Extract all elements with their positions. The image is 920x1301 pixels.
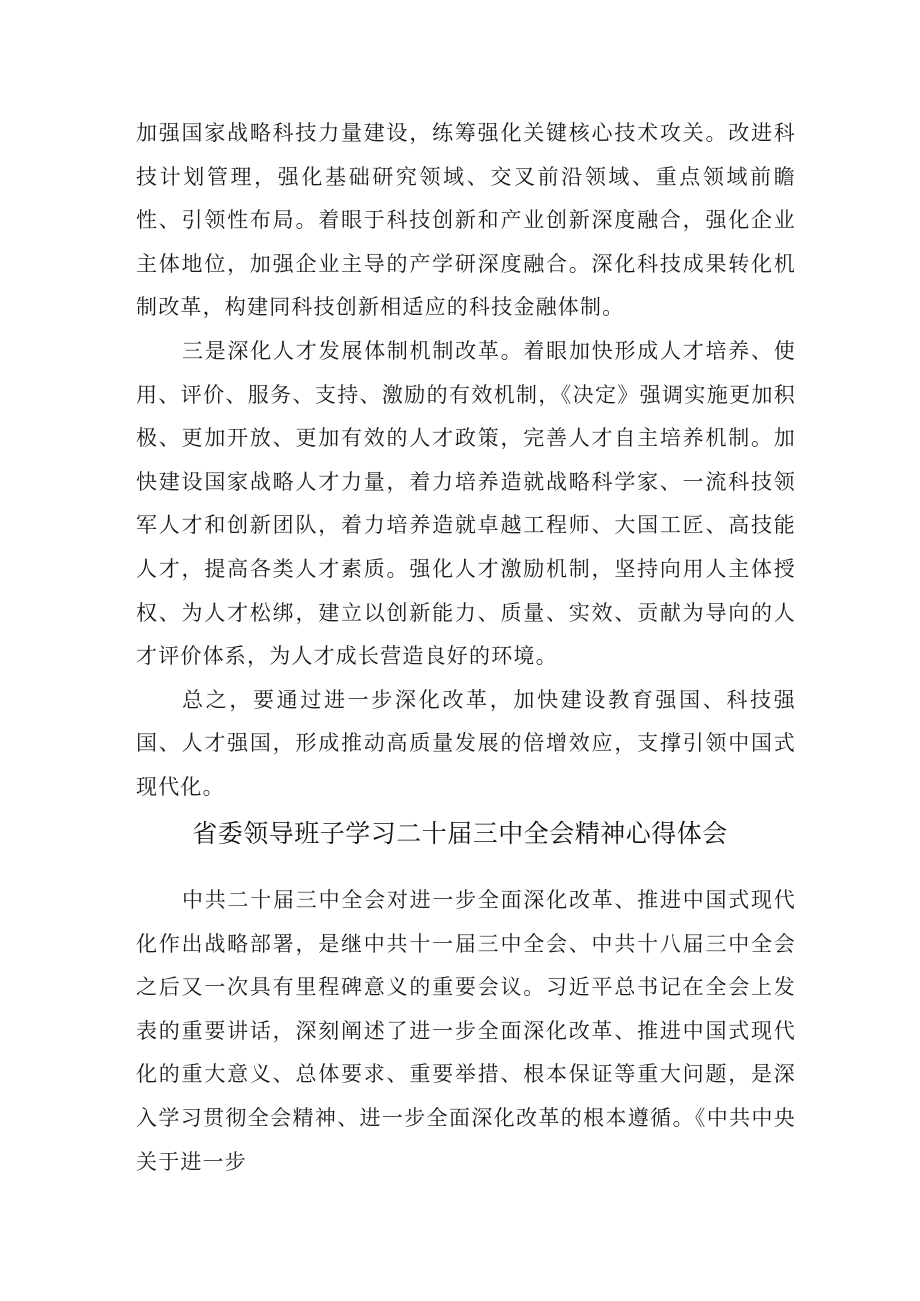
paragraph-summary: 总之，要通过进一步深化改革，加快建设教育强国、科技强国、人才强国，形成推动高质量发展的倍增效应，支撑引领中国式现代化。: [136, 687, 796, 799]
body-text-section-2: [136, 879, 796, 1184]
section-title: 省委领导班子学习二十届三中全会精神心得体会: [192, 819, 728, 848]
paragraph-intro: 中共二十届三中全会对进一步全面深化改革、推进中国式现代化作出战略部署，是继中共十一届三中全会、中共十八届三中全会之后又一次具有里程碑意义的重要会议。习近平总书记在全会上发表的重要讲话，深刻阐述了进一步全面深化改革、推进中国式现代化的重大意义、总体要求、重要举措、根本保证等重大问题，是深入学习贯彻全会精神、进一步全面深化改革的根本遵循。《中共中央关于进一步: [136, 888, 796, 1174]
body-text-section-1: [136, 112, 796, 810]
paragraph-talent-reform: 三是深化人才发展体制机制改革。着眼加快形成人才培养、使用、评价、服务、支持、激励的有效机制，《决定》强调实施更加积极、更加开放、更加有效的人才政策，完善人才自主培养机制。加快建设国家战略人才力量，着力培养造就战略科学家、一流科技领军人才和创新团队，着力培养造就卓越工程师、大国工匠、高技能人才，提高各类人才素质。强化人才激励机制，坚持向用人主体授权、为人才松绑，建立以创新能力、质量、实效、贡献为导向的人才评价体系，为人才成长营造良好的环境。: [136, 338, 796, 669]
paragraph-continuation: 加强国家战略科技力量建设，练筹强化关键核心技术攻关。改进科技计划管理，强化基础研究领域、交叉前沿领域、重点领域前瞻性、引领性布局。着眼于科技创新和产业创新深度融合，强化企业主体地位，加强企业主导的产学研深度融合。深化科技成果转化机制改革，构建同科技创新相适应的科技金融体制。: [136, 121, 796, 320]
